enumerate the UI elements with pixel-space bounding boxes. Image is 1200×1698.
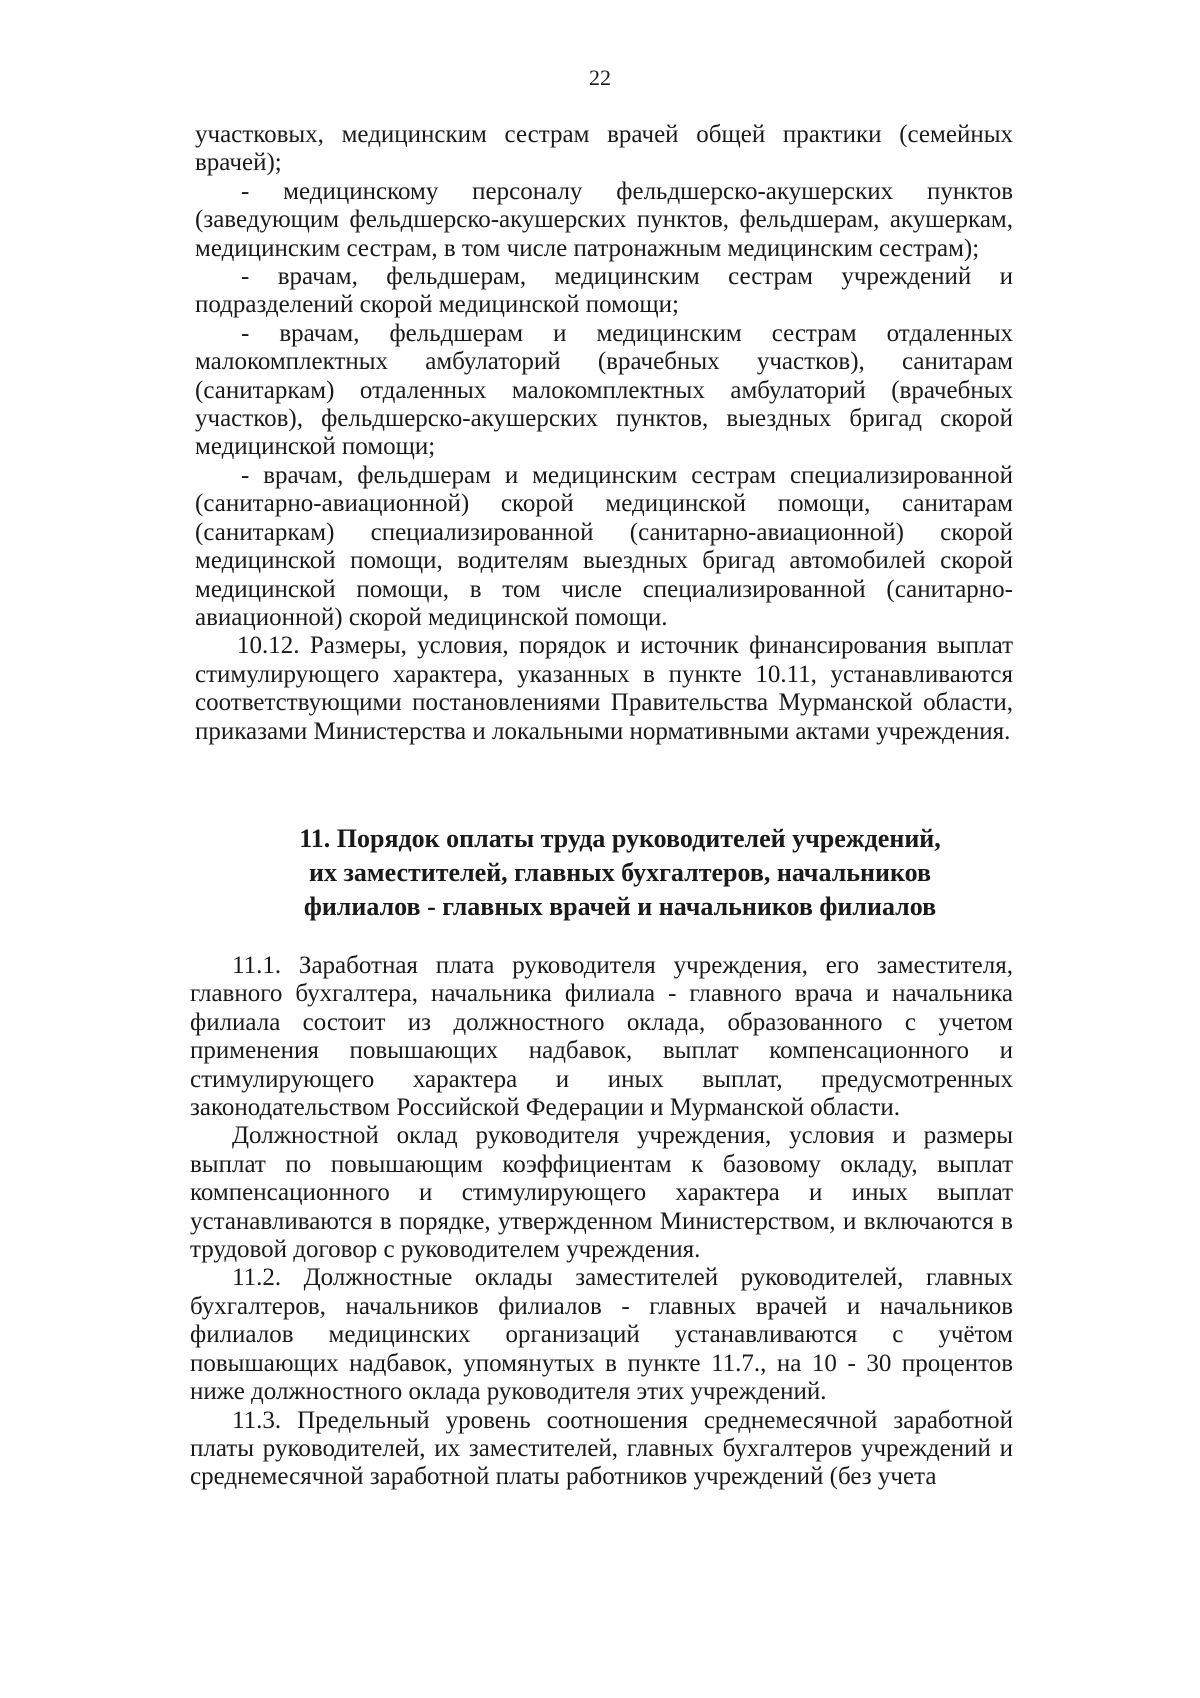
list-item-fap-staff: - медицинскому персоналу фельдшерско-акушерских пунктов (заведующим фельдшерско-акушерских пунктов, фельдшерам, акушеркам, медицинским сестрам, в том числе патронажным медицинским сестрам);	[195, 177, 1013, 262]
paragraph-10-12: 10.12. Размеры, условия, порядок и источник финансирования выплат стимулирующего характера, указанных в пункте 10.11, устанавливаются соответствующими постановлениями Правительства Мурманской области, приказами Министерства и локальными нормативными актами учреждения.	[195, 632, 1013, 745]
section-heading-line-3: филиалов - главных врачей и начальников филиалов	[303, 892, 937, 921]
section-heading	[190, 822, 1050, 924]
list-item-ambulance-staff: - врачам, фельдшерам, медицинским сестрам учреждений и подразделений скорой медицинской помощи;	[195, 263, 1013, 319]
top-text-block	[195, 121, 1013, 746]
paragraph-salary-terms: Должностной оклад руководителя учреждения, условия и размеры выплат по повышающим коэффициентам к базовому окладу, выплат компенсационного и стимулирующего характера и иных выплат устанавливаются в порядке, утвержденном Министерством, и включаются в трудовой договор с руководителем учреждения.	[190, 1122, 1013, 1264]
paragraph-continuation: участковых, медицинским сестрам врачей общей практики (семейных врачей);	[195, 121, 1013, 177]
page-number: 22	[589, 65, 611, 90]
list-item-air-ambulance: - врачам, фельдшерам и медицинским сестрам специализированной (санитарно-авиационной) скорой медицинской помощи, санитарам (санитаркам) специализированной (санитарно-авиационной) скорой медицинской помощи, водителям выездных бригад автомобилей скорой медицинской помощи, в том числе специализированной (санитарно-авиационной) скорой медицинской помощи.	[195, 461, 1013, 631]
section-heading-line-1: 11. Порядок оплаты труда руководителей учреждений,	[299, 824, 941, 853]
paragraph-11-3: 11.3. Предельный уровень соотношения среднемесячной заработной платы руководителей, их заместителей, главных бухгалтеров учреждений и среднемесячной заработной платы работников учреждений (без учета	[190, 1406, 1013, 1491]
bottom-text-block	[190, 952, 1013, 1492]
paragraph-11-2: 11.2. Должностные оклады заместителей руководителей, главных бухгалтеров, начальников филиалов - главных врачей и начальников филиалов медицинских организаций устанавливаются с учётом повышающих надбавок, упомянутых в пункте 11.7., на 10 - 30 процентов ниже должностного оклада руководителя этих учреждений.	[190, 1264, 1013, 1406]
paragraph-11-1: 11.1. Заработная плата руководителя учреждения, его заместителя, главного бухгалтера, начальника филиала - главного врача и начальника филиала состоит из должностного оклада, образованного с учетом применения повышающих надбавок, выплат компенсационного и стимулирующего характера и иных выплат, предусмотренных законодательством Российской Федерации и Мурманской области.	[190, 952, 1013, 1122]
section-heading-line-2: их заместителей, главных бухгалтеров, начальников	[308, 858, 932, 887]
list-item-remote-clinics: - врачам, фельдшерам и медицинским сестрам отдаленных малокомплектных амбулаторий (врачебных участков), санитарам (санитаркам) отдаленных малокомплектных амбулаторий (врачебных участков), фельдшерско-акушерских пунктов, выездных бригад скорой медицинской помощи;	[195, 319, 1013, 461]
